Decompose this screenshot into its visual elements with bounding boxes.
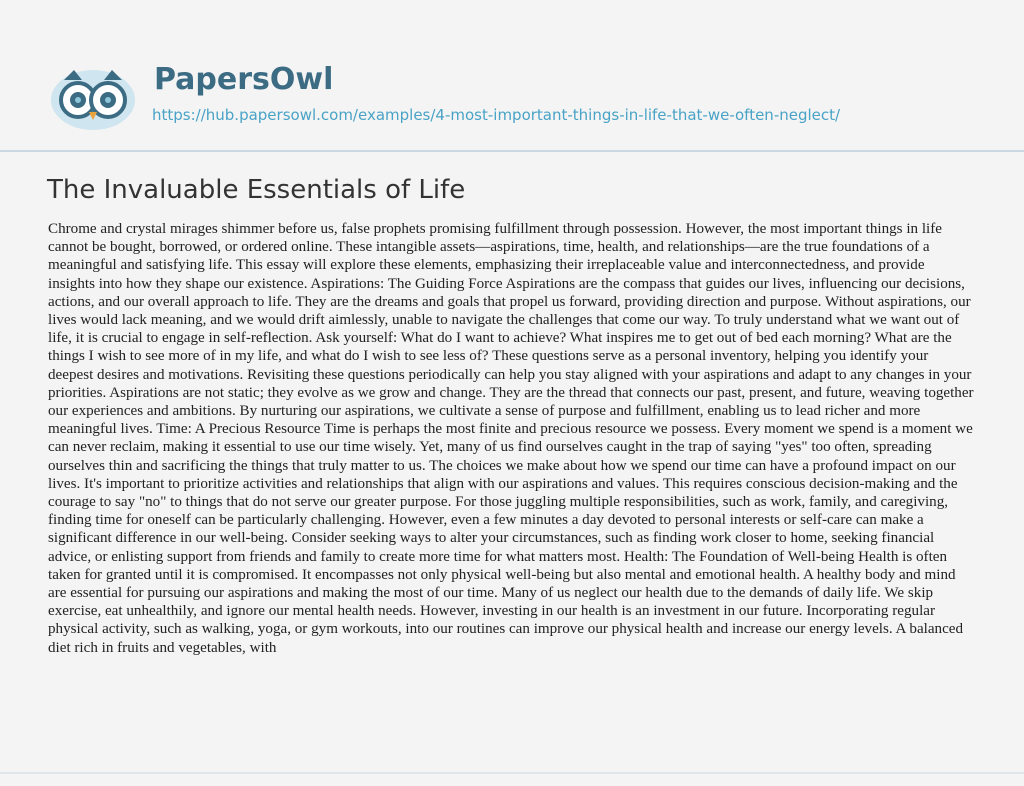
brand-name: PapersOwl <box>154 62 334 97</box>
owl-logo-icon <box>48 62 138 132</box>
header <box>48 62 978 140</box>
essay-body: Chrome and crystal mirages shimmer before us, false prophets promising fulfillment through possession. However, the most important things in life cannot be bought, borrowed, or ordered online. These intangible assets—aspirations, time, health, and relationships—are the true foundations of a meaningful and satisfying life. This essay will explore these elements, emphasizing their irreplaceable value and interconnectedness, and provide insights into how they shape our existence. Aspirations: The Guiding Force Aspirations are the compass that guides our lives, influencing our decisions, actions, and our overall approach to life. They are the dreams and goals that propel us forward, providing direction and purpose. Without aspirations, our lives would lack meaning, and we would drift aimlessly, unable to navigate the challenges that come our way. To truly understand what we want out of life, it is crucial to engage in self-reflection. Ask yourself: What do I want to achieve? What inspires me to get out of bed each morning? What are the things I wish to see more of in my life, and what do I wish to see less of? These questions serve as a personal inventory, helping you identify your deepest desires and motivations. Revisiting these questions periodically can help you stay aligned with your aspirations and adapt to any changes in your priorities. Aspirations are not static; they evolve as we grow and change. They are the thread that connects our past, present, and future, weaving together our experiences and ambitions. By nurturing our aspirations, we cultivate a sense of purpose and fulfillment, enabling us to lead richer and more meaningful lives. Time: A Precious Resource Time is perhaps the most finite and precious resource we possess. Every moment we spend is a moment we can never reclaim, making it essential to use our time wisely. Yet, many of us find ourselves caught in the trap of saying "yes" too often, spreading ourselves thin and sacrificing the things that truly matter to us. The choices we make about how we spend our time can have a profound impact on our lives. It's important to prioritize activities and relationships that align with our aspirations and values. This requires conscious decision-making and the courage to say "no" to things that do not serve our greater purpose. For those juggling multiple responsibilities, such as work, family, and caregiving, finding time for oneself can be particularly challenging. However, even a few minutes a day devoted to personal interests or self-care can make a significant difference in our well-being. Consider seeking ways to alter your circumstances, such as finding work closer to home, seeking financial advice, or enlisting support from friends and family to create more time for what matters most. Health: The Foundation of Well-being Health is often taken for granted until it is compromised. It encompasses not only physical well-being but also mental and emotional health. A healthy body and mind are essential for pursuing our aspirations and making the most of our time. Many of us neglect our health due to the demands of daily life. We skip exercise, eat unhealthily, and ignore our mental health needs. However, investing in our health is an investment in our future. Incorporating regular physical activity, such as walking, yoga, or gym workouts, into our routines can improve our physical health and increase our energy levels. A balanced diet rich in fruits and vegetables, with <box>48 221 974 656</box>
header-divider <box>0 150 1024 152</box>
bottom-divider <box>0 772 1024 774</box>
source-url-link[interactable]: https://hub.papersowl.com/examples/4-most-important-things-in-life-that-we-often-neglect/ <box>152 106 841 124</box>
page-title: The Invaluable Essentials of Life <box>47 175 466 205</box>
